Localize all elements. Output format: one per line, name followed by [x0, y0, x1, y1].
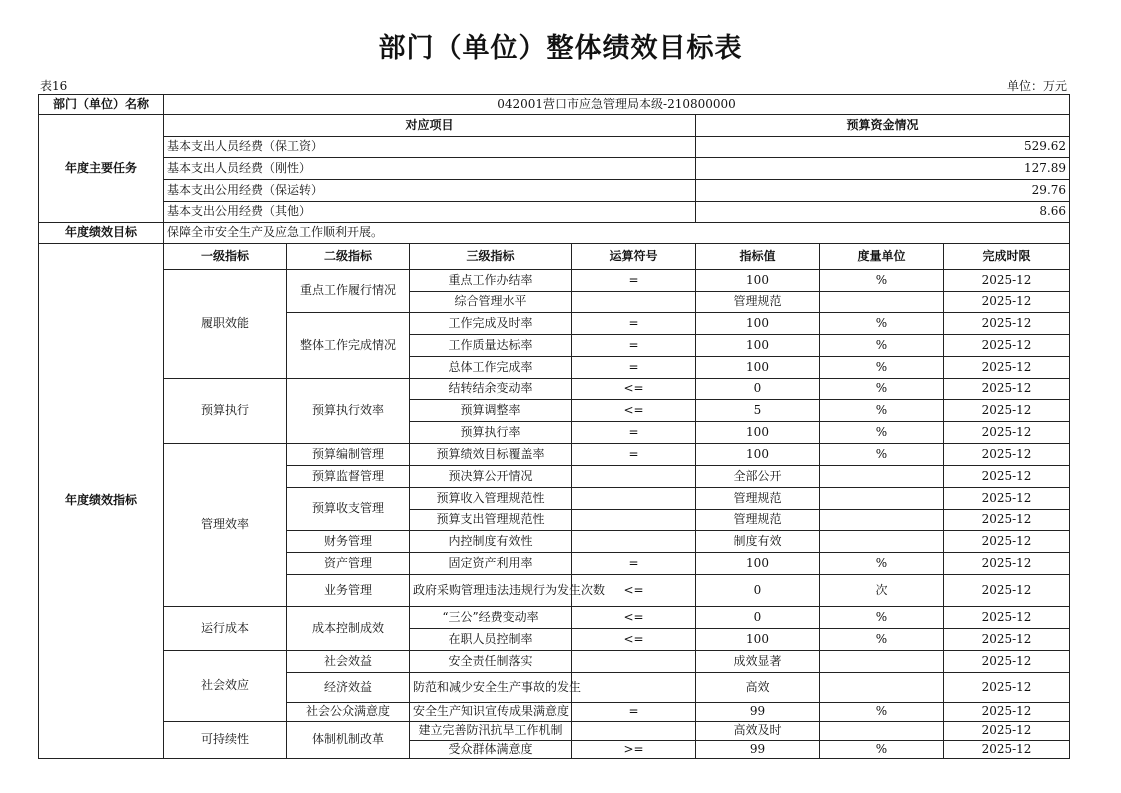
unit-cell: % [820, 741, 944, 759]
task-item: 基本支出人员经费（刚性） [164, 158, 696, 180]
col-item-header: 对应项目 [164, 115, 696, 137]
unit-cell: % [820, 379, 944, 400]
l2-cell: 业务管理 [287, 575, 410, 607]
task-item: 基本支出公用经费（保运转） [164, 180, 696, 202]
deadline-cell: 2025-12 [944, 629, 1070, 651]
l1-cell: 履职效能 [164, 270, 287, 379]
task-row [39, 158, 1070, 180]
l2-cell: 体制机制改革 [287, 722, 410, 759]
deadline-cell: 2025-12 [944, 553, 1070, 575]
indicator-row [39, 722, 1070, 741]
l2-cell: 社会公众满意度 [287, 703, 410, 722]
l2-cell: 社会效益 [287, 651, 410, 673]
l3-cell: 在职人员控制率 [410, 629, 572, 651]
value-cell: 制度有效 [696, 531, 820, 553]
col-budget-header: 预算资金情况 [696, 115, 1070, 137]
dept-name: 042001营口市应急管理局本级-210800000 [164, 95, 1070, 115]
task-amount: 127.89 [696, 158, 1070, 180]
value-cell: 0 [696, 379, 820, 400]
task-amount: 529.62 [696, 137, 1070, 158]
operator-cell: <= [572, 379, 696, 400]
table-number: 表16 [40, 79, 68, 93]
deadline-cell: 2025-12 [944, 400, 1070, 422]
l3-cell: 综合管理水平 [410, 292, 572, 313]
operator-cell: <= [572, 607, 696, 629]
indicator-row [39, 270, 1070, 292]
l2-cell: 预算执行效率 [287, 379, 410, 444]
deadline-cell: 2025-12 [944, 531, 1070, 553]
operator-cell: = [572, 313, 696, 335]
l3-cell: 工作完成及时率 [410, 313, 572, 335]
deadline-cell: 2025-12 [944, 607, 1070, 629]
deadline-cell: 2025-12 [944, 422, 1070, 444]
value-cell: 99 [696, 741, 820, 759]
performance-table [38, 94, 1070, 759]
operator-cell: = [572, 703, 696, 722]
task-item: 基本支出公用经费（其他） [164, 202, 696, 223]
task-row [39, 180, 1070, 202]
deadline-cell: 2025-12 [944, 722, 1070, 741]
deadline-cell: 2025-12 [944, 703, 1070, 722]
l2-cell: 预算监督管理 [287, 466, 410, 488]
unit-cell [820, 722, 944, 741]
goal-label: 年度绩效目标 [39, 223, 164, 244]
tasks-label: 年度主要任务 [39, 115, 164, 223]
task-amount: 29.76 [696, 180, 1070, 202]
dept-row [39, 95, 1070, 115]
l2-cell: 资产管理 [287, 553, 410, 575]
deadline-cell: 2025-12 [944, 292, 1070, 313]
deadline-cell: 2025-12 [944, 444, 1070, 466]
dept-label: 部门（单位）名称 [39, 95, 164, 115]
operator-cell: <= [572, 400, 696, 422]
task-amount: 8.66 [696, 202, 1070, 223]
unit-cell: % [820, 270, 944, 292]
unit-cell: % [820, 703, 944, 722]
value-cell: 管理规范 [696, 488, 820, 510]
l2-cell: 经济效益 [287, 673, 410, 703]
unit-cell [820, 673, 944, 703]
header-deadline: 完成时限 [944, 244, 1070, 270]
unit-cell: % [820, 313, 944, 335]
operator-cell [572, 531, 696, 553]
value-cell: 100 [696, 629, 820, 651]
value-cell: 100 [696, 335, 820, 357]
unit-cell [820, 531, 944, 553]
unit-cell: % [820, 444, 944, 466]
l3-cell: 固定资产利用率 [410, 553, 572, 575]
l3-cell: 工作质量达标率 [410, 335, 572, 357]
operator-cell [572, 722, 696, 741]
deadline-cell: 2025-12 [944, 741, 1070, 759]
l3-cell: 总体工作完成率 [410, 357, 572, 379]
l2-cell: 预算编制管理 [287, 444, 410, 466]
l2-cell: 成本控制成效 [287, 607, 410, 651]
l3-cell: 建立完善防汛抗旱工作机制 [410, 722, 572, 741]
value-cell: 0 [696, 575, 820, 607]
indicator-row [39, 651, 1070, 673]
operator-cell: = [572, 335, 696, 357]
l2-cell: 重点工作履行情况 [287, 270, 410, 313]
unit-cell: % [820, 335, 944, 357]
value-cell: 100 [696, 444, 820, 466]
header-operator: 运算符号 [572, 244, 696, 270]
unit-label: 单位：万元 [1006, 79, 1067, 93]
operator-cell [572, 651, 696, 673]
unit-cell [820, 292, 944, 313]
task-row [39, 137, 1070, 158]
l3-cell: 安全生产知识宣传成果满意度 [410, 703, 572, 722]
page-title: 部门（单位）整体绩效目标表 [378, 33, 743, 64]
l2-cell: 财务管理 [287, 531, 410, 553]
l3-cell: 防范和减少安全生产事故的发生 [410, 673, 572, 703]
value-cell: 100 [696, 270, 820, 292]
deadline-cell: 2025-12 [944, 466, 1070, 488]
l1-cell: 管理效率 [164, 444, 287, 607]
l2-cell: 整体工作完成情况 [287, 313, 410, 379]
goal-text: 保障全市安全生产及应急工作顺利开展。 [164, 223, 1070, 244]
indicator-row [39, 379, 1070, 400]
l3-cell: 预算调整率 [410, 400, 572, 422]
value-cell: 全部公开 [696, 466, 820, 488]
goal-row [39, 223, 1070, 244]
operator-cell: = [572, 270, 696, 292]
value-cell: 成效显著 [696, 651, 820, 673]
deadline-cell: 2025-12 [944, 673, 1070, 703]
operator-cell: = [572, 422, 696, 444]
operator-cell [572, 466, 696, 488]
value-cell: 100 [696, 313, 820, 335]
indicators-label: 年度绩效指标 [39, 244, 164, 759]
l1-cell: 可持续性 [164, 722, 287, 759]
value-cell: 100 [696, 553, 820, 575]
l2-cell: 预算收支管理 [287, 488, 410, 531]
value-cell: 管理规范 [696, 292, 820, 313]
operator-cell [572, 510, 696, 531]
unit-cell: % [820, 553, 944, 575]
operator-cell: = [572, 444, 696, 466]
unit-cell [820, 651, 944, 673]
value-cell: 5 [696, 400, 820, 422]
l3-cell: 预算执行率 [410, 422, 572, 444]
l1-cell: 社会效应 [164, 651, 287, 722]
header-l1: 一级指标 [164, 244, 287, 270]
value-cell: 100 [696, 422, 820, 444]
l3-cell: 预算绩效目标覆盖率 [410, 444, 572, 466]
task-item: 基本支出人员经费（保工资） [164, 137, 696, 158]
unit-cell [820, 510, 944, 531]
task-row [39, 202, 1070, 223]
unit-cell [820, 488, 944, 510]
operator-cell: >= [572, 741, 696, 759]
operator-cell: <= [572, 575, 696, 607]
l3-cell: 内控制度有效性 [410, 531, 572, 553]
header-l2: 二级指标 [287, 244, 410, 270]
deadline-cell: 2025-12 [944, 379, 1070, 400]
l3-cell: 受众群体满意度 [410, 741, 572, 759]
unit-cell [820, 466, 944, 488]
value-cell: 管理规范 [696, 510, 820, 531]
l3-cell: 结转结余变动率 [410, 379, 572, 400]
operator-cell: <= [572, 629, 696, 651]
deadline-cell: 2025-12 [944, 510, 1070, 531]
l3-cell: 预算支出管理规范性 [410, 510, 572, 531]
l3-cell: 预决算公开情况 [410, 466, 572, 488]
l3-cell: “三公”经费变动率 [410, 607, 572, 629]
operator-cell [572, 673, 696, 703]
header-unit: 度量单位 [820, 244, 944, 270]
l3-cell: 预算收入管理规范性 [410, 488, 572, 510]
unit-cell: % [820, 357, 944, 379]
operator-cell [572, 488, 696, 510]
deadline-cell: 2025-12 [944, 575, 1070, 607]
deadline-cell: 2025-12 [944, 651, 1070, 673]
deadline-cell: 2025-12 [944, 357, 1070, 379]
deadline-cell: 2025-12 [944, 313, 1070, 335]
unit-cell: % [820, 607, 944, 629]
l3-cell: 政府采购管理违法违规行为发生次数 [410, 575, 572, 607]
operator-cell [572, 292, 696, 313]
value-cell: 高效 [696, 673, 820, 703]
l1-cell: 预算执行 [164, 379, 287, 444]
deadline-cell: 2025-12 [944, 488, 1070, 510]
tasks-header-row [39, 115, 1070, 137]
unit-cell: 次 [820, 575, 944, 607]
operator-cell: = [572, 357, 696, 379]
value-cell: 99 [696, 703, 820, 722]
indicator-row [39, 607, 1070, 629]
deadline-cell: 2025-12 [944, 335, 1070, 357]
header-value: 指标值 [696, 244, 820, 270]
value-cell: 高效及时 [696, 722, 820, 741]
value-cell: 100 [696, 357, 820, 379]
l1-cell: 运行成本 [164, 607, 287, 651]
unit-cell: % [820, 422, 944, 444]
unit-cell: % [820, 629, 944, 651]
deadline-cell: 2025-12 [944, 270, 1070, 292]
l3-cell: 安全责任制落实 [410, 651, 572, 673]
l3-cell: 重点工作办结率 [410, 270, 572, 292]
header-l3: 三级指标 [410, 244, 572, 270]
indicator-header-row [39, 244, 1070, 270]
unit-cell: % [820, 400, 944, 422]
indicator-row [39, 444, 1070, 466]
operator-cell: = [572, 553, 696, 575]
value-cell: 0 [696, 607, 820, 629]
